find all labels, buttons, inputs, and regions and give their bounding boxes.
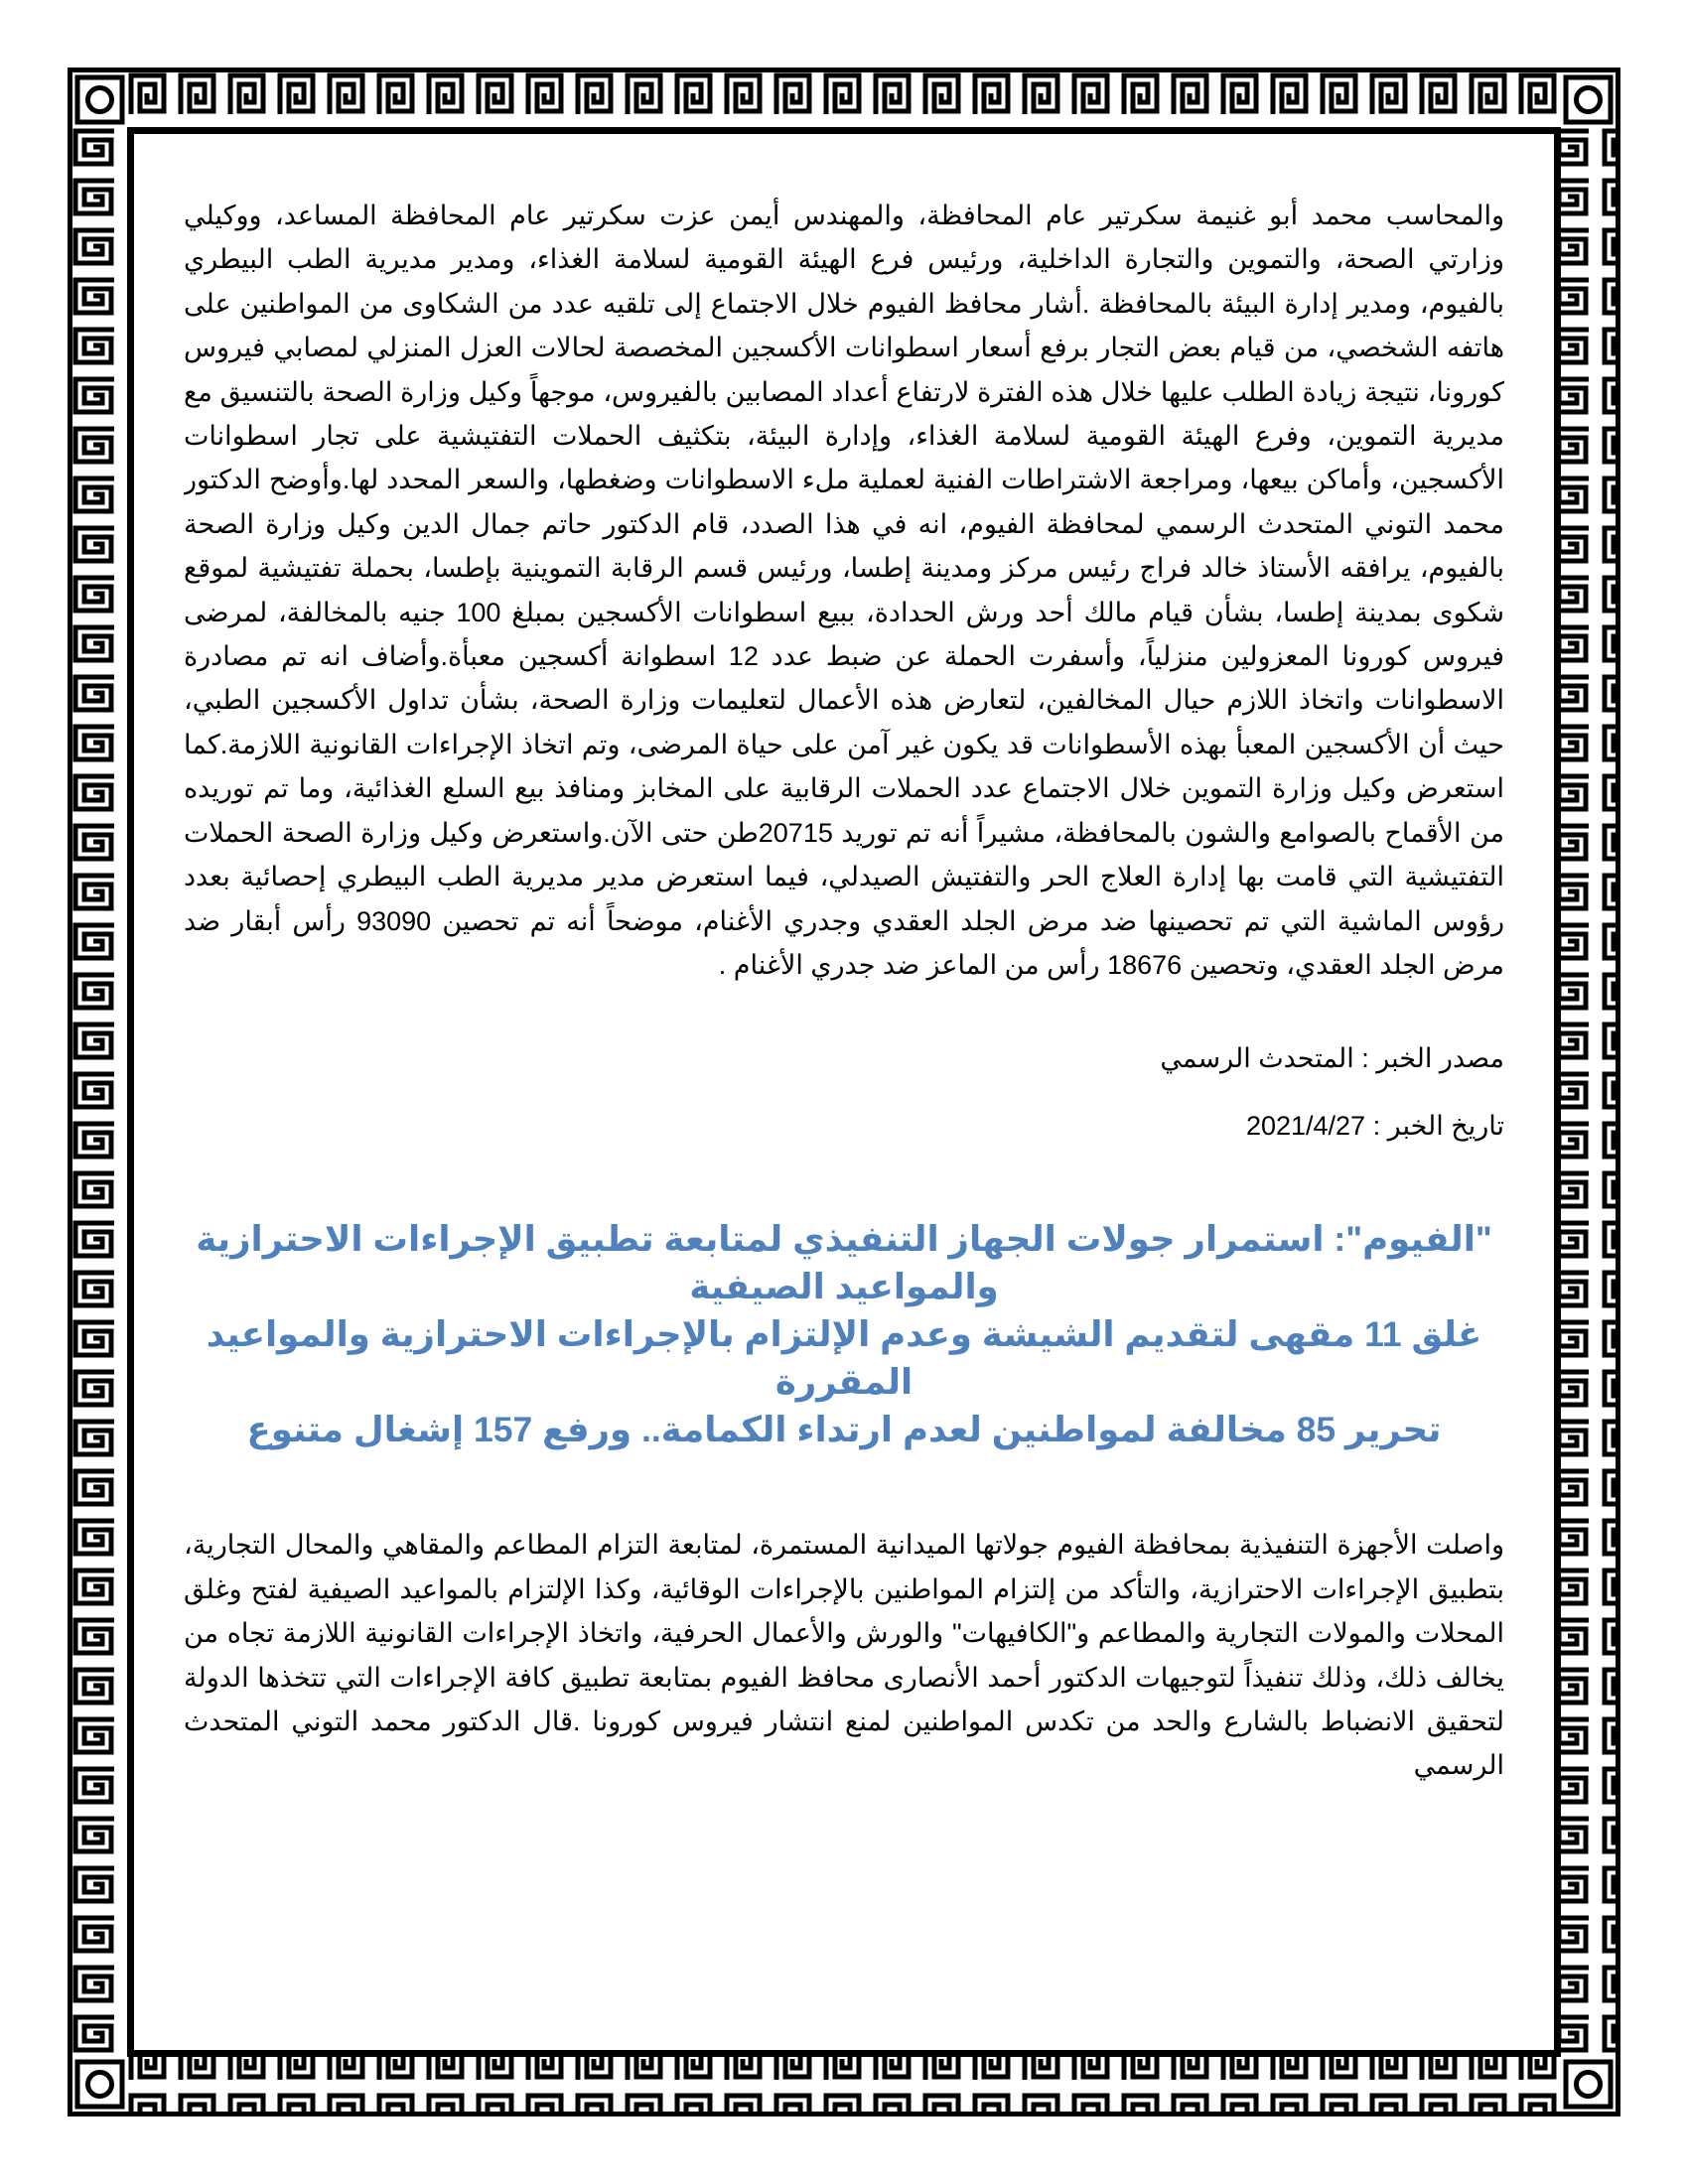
- news-date: تاريخ الخبر : 2021/4/27: [1245, 1111, 1504, 1142]
- headline-main: "الفيوم": استمرار جولات الجهاز التنفيذي لمتابعة تطبيق الإجراءات الاحترازية والمواعيد الصيفية: [196, 1219, 1492, 1307]
- news-source: مصدر الخبر : المتحدث الرسمي: [1160, 1043, 1504, 1074]
- headline-block: [184, 1215, 1504, 1453]
- article-paragraph: واصلت الأجهزة التنفيذية بمحافظة الفيوم جولاتها الميدانية المستمرة، لمتابعة التزام المطاعم والمقاهي والمحال التجارية، بتطبيق الإجراءات الاحترازية، والتأكد من إلتزام المواطنين بالإجراءات الوقائية، وكذا الإلتزام بالمواعيد الصيفية لفتح وغلق المحلات والمولات التجارية والمطاعم و"الكافيهات" والورش والأعمال الحرفية، واتخاذ الإجراءات القانونية اللازمة تجاه من يخالف ذلك، وذلك تنفيذاً لتوجيهات الدكتور أحمد الأنصارى محافظ الفيوم بمتابعة تطبيق كافة الإجراءات التي تتخذها الدولة لتحقيق الانضباط بالشارع والحد من تكدس المواطنين لمنع انتشار فيروس كورونا .قال الدكتور محمد التوني المتحدث الرسمي: [184, 1530, 1504, 1781]
- headline-sub-1: غلق 11 مقهى لتقديم الشيشة وعدم الإلتزام بالإجراءات الاحترازية والمواعيد المقررة: [206, 1314, 1482, 1403]
- headline-sub-2: تحرير 85 مخالفة لمواطنين لعدم ارتداء الكمامة.. ورفع 157 إشغال متنوع: [246, 1410, 1442, 1450]
- article-paragraph: والمحاسب محمد أبو غنيمة سكرتير عام المحافظة، والمهندس أيمن عزت سكرتير عام المحافظة المساعد، ووكيلي وزارتي الصحة، والتموين والتجارة الداخلية، ورئيس فرع الهيئة القومية لسلامة الغذاء، ومدير مديرية الطب البيطري بالفيوم، ومدير إدارة البيئة بالمحافظة .أشار محافظ الفيوم خلال الاجتماع إلى تلقيه عدد من الشكاوى من المواطنين على هاتفه الشخصي، من قيام بعض التجار برفع أسعار اسطوانات الأكسجين المخصصة لحالات العزل المنزلي لمصابي فيروس كورونا، نتيجة زيادة الطلب عليها خلال هذه الفترة لارتفاع أعداد المصابين بالفيروس، موجهاً وكيل وزارة الصحة بالتنسيق مع مديرية التموين، وفرع الهيئة القومية لسلامة الغذاء، وإدارة البيئة، بتكثيف الحملات التفتيشية على تجار اسطوانات الأكسجين، وأماكن بيعها، ومراجعة الاشتراطات الفنية لعملية ملء الاسطوانات وضغطها، والسعر المحدد لها.وأوضح الدكتور محمد التوني المتحدث الرسمي لمحافظة الفيوم، انه في هذا الصدد، قام الدكتور حاتم جمال الدين وكيل وزارة الصحة بالفيوم، يرافقه الأستاذ خالد فراج رئيس مركز ومدينة إطسا، ورئيس قسم الرقابة التموينية بإطسا، بحملة تفتيشية لموقع شكوى بمدينة إطسا، بشأن قيام مالك أحد ورش الحدادة، ببيع اسطوانات الأكسجين بمبلغ 100 جنيه بالمخالفة، لمرضى فيروس كورونا المعزولين منزلياً، وأسفرت الحملة عن ضبط عدد 12 اسطوانة أكسجين معبأة.وأضاف انه تم مصادرة الاسطوانات واتخاذ اللازم حيال المخالفين، لتعارض هذه الأعمال لتعليمات وزارة الصحة، بشأن تداول الأكسجين الطبي، حيث أن الأكسجين المعبأ بهذه الأسطوانات قد يكون غير آمن على حياة المرضى، وتم اتخاذ الإجراءات القانونية اللازمة.كما استعرض وكيل وزارة التموين خلال الاجتماع عدد الحملات الرقابية على المخابز ومنافذ بيع السلع الغذائية، وما تم توريده من الأقماح بالصوامع والشون بالمحافظة، مشيراً أنه تم توريد 20715طن حتى الآن.واستعرض وكيل وزارة الصحة الحملات التفتيشية التي قامت بها إدارة العلاج الحر والتفتيش الصيدلي، فيما استعرض مدير مديرية الطب البيطري إحصائية بعدد رؤوس الماشية التي تم تحصينها ضد مرض الجلد العقدي وجدري الأغنام، موضحاً أنه تم تحصين 93090 رأس أبقار ضد مرض الجلد العقدي، وتحصين 18676 رأس من الماعز ضد جدري الأغنام .: [184, 201, 1504, 980]
- article-body: [184, 194, 1504, 2040]
